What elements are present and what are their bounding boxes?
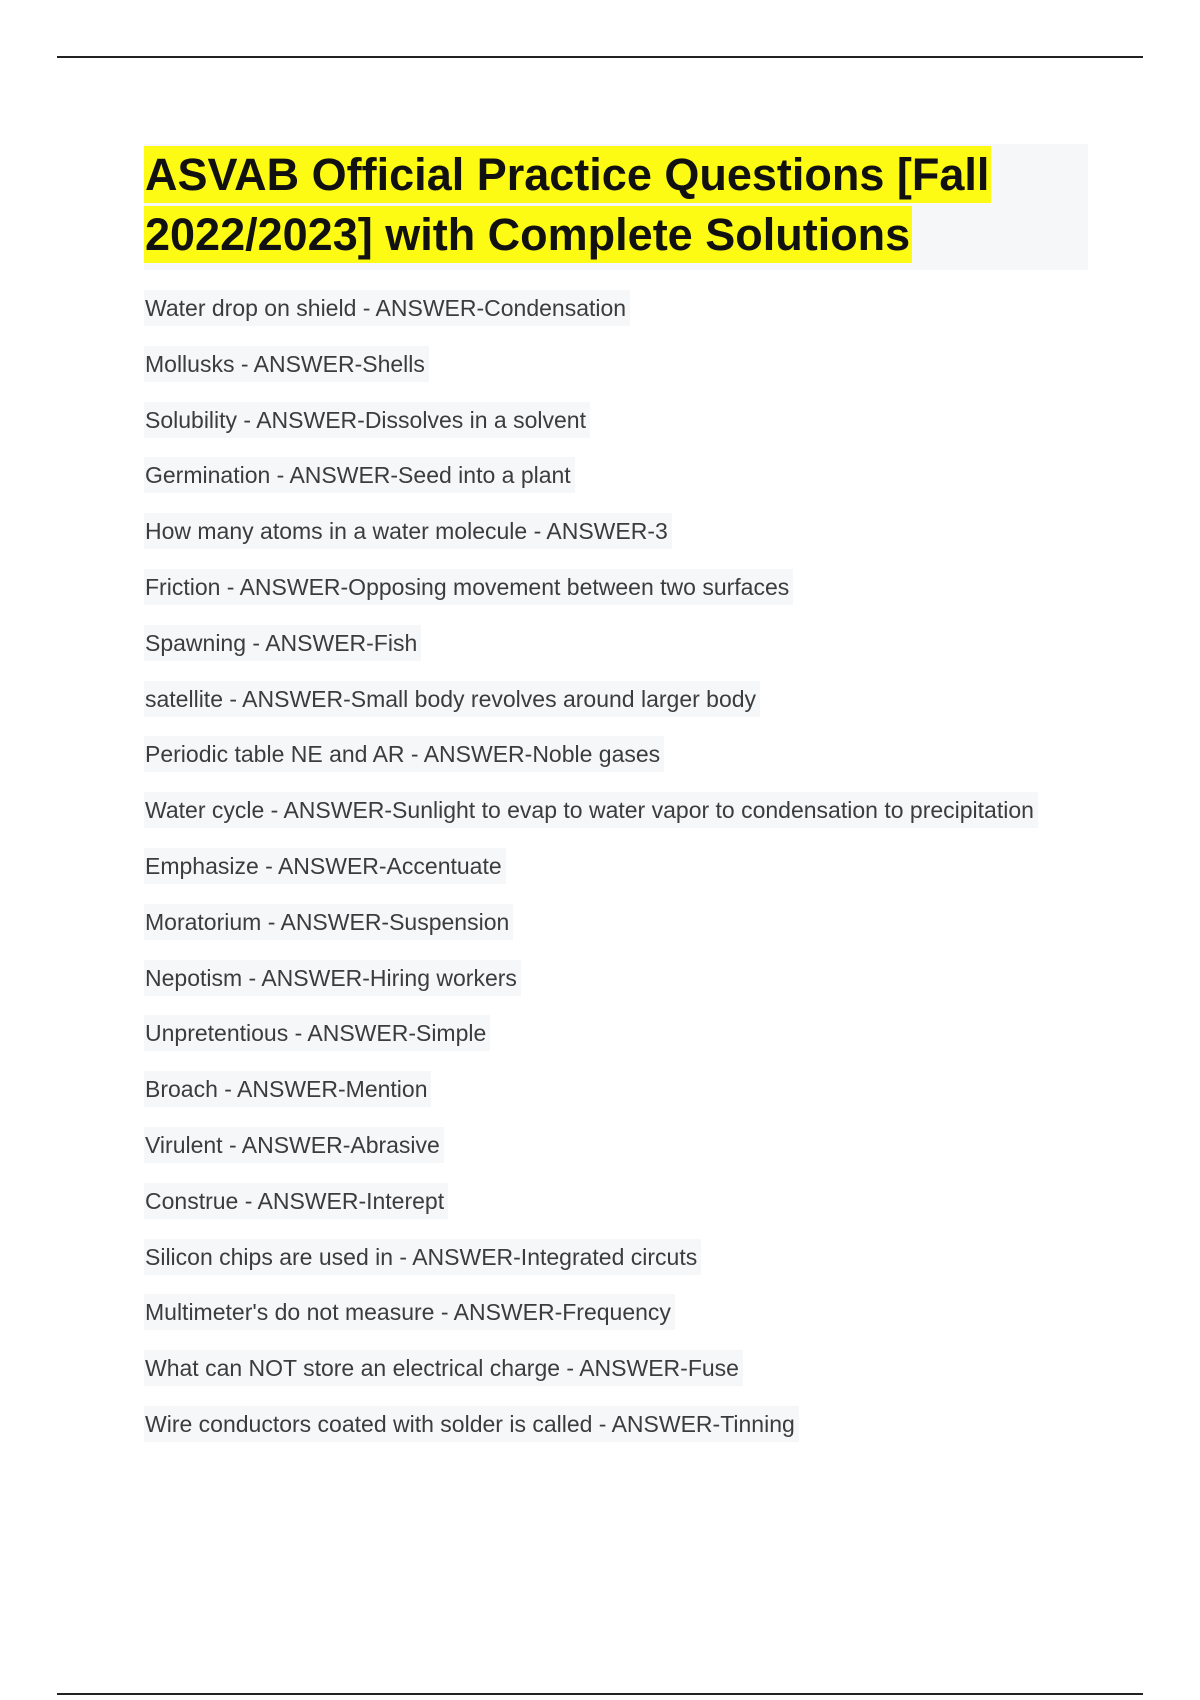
qa-item: Water drop on shield - ANSWER-Condensation (144, 290, 630, 326)
qa-item: Virulent - ANSWER-Abrasive (144, 1127, 444, 1163)
qa-item: Water cycle - ANSWER-Sunlight to evap to water vapor to condensation to precipitation (144, 792, 1038, 828)
qa-item: Moratorium - ANSWER-Suspension (144, 904, 513, 940)
qa-item: Periodic table NE and AR - ANSWER-Noble gases (144, 736, 664, 772)
qa-item: satellite - ANSWER-Small body revolves around larger body (144, 681, 760, 717)
qa-item: Friction - ANSWER-Opposing movement between two surfaces (144, 569, 793, 605)
document-title (144, 144, 1088, 270)
qa-item: Solubility - ANSWER-Dissolves in a solvent (144, 402, 590, 438)
qa-item: Wire conductors coated with solder is called - ANSWER-Tinning (144, 1406, 799, 1442)
qa-item: Emphasize - ANSWER-Accentuate (144, 848, 506, 884)
top-rule (57, 56, 1143, 58)
qa-item: Unpretentious - ANSWER-Simple (144, 1015, 490, 1051)
qa-item: Mollusks - ANSWER-Shells (144, 346, 429, 382)
qa-item: Germination - ANSWER-Seed into a plant (144, 457, 575, 493)
bottom-rule (57, 1693, 1143, 1695)
qa-item: What can NOT store an electrical charge - ANSWER-Fuse (144, 1350, 743, 1386)
qa-item: Nepotism - ANSWER-Hiring workers (144, 960, 521, 996)
qa-item: Construe - ANSWER-Interept (144, 1183, 448, 1219)
title-line-1: ASVAB Official Practice Questions [Fall (144, 146, 991, 203)
qa-item: Silicon chips are used in - ANSWER-Integrated circuts (144, 1239, 701, 1275)
qa-item: Multimeter's do not measure - ANSWER-Frequency (144, 1294, 675, 1330)
qa-item: How many atoms in a water molecule - ANSWER-3 (144, 513, 672, 549)
qa-item: Broach - ANSWER-Mention (144, 1071, 431, 1107)
title-line-2: 2022/2023] with Complete Solutions (144, 206, 912, 263)
qa-item: Spawning - ANSWER-Fish (144, 625, 421, 661)
